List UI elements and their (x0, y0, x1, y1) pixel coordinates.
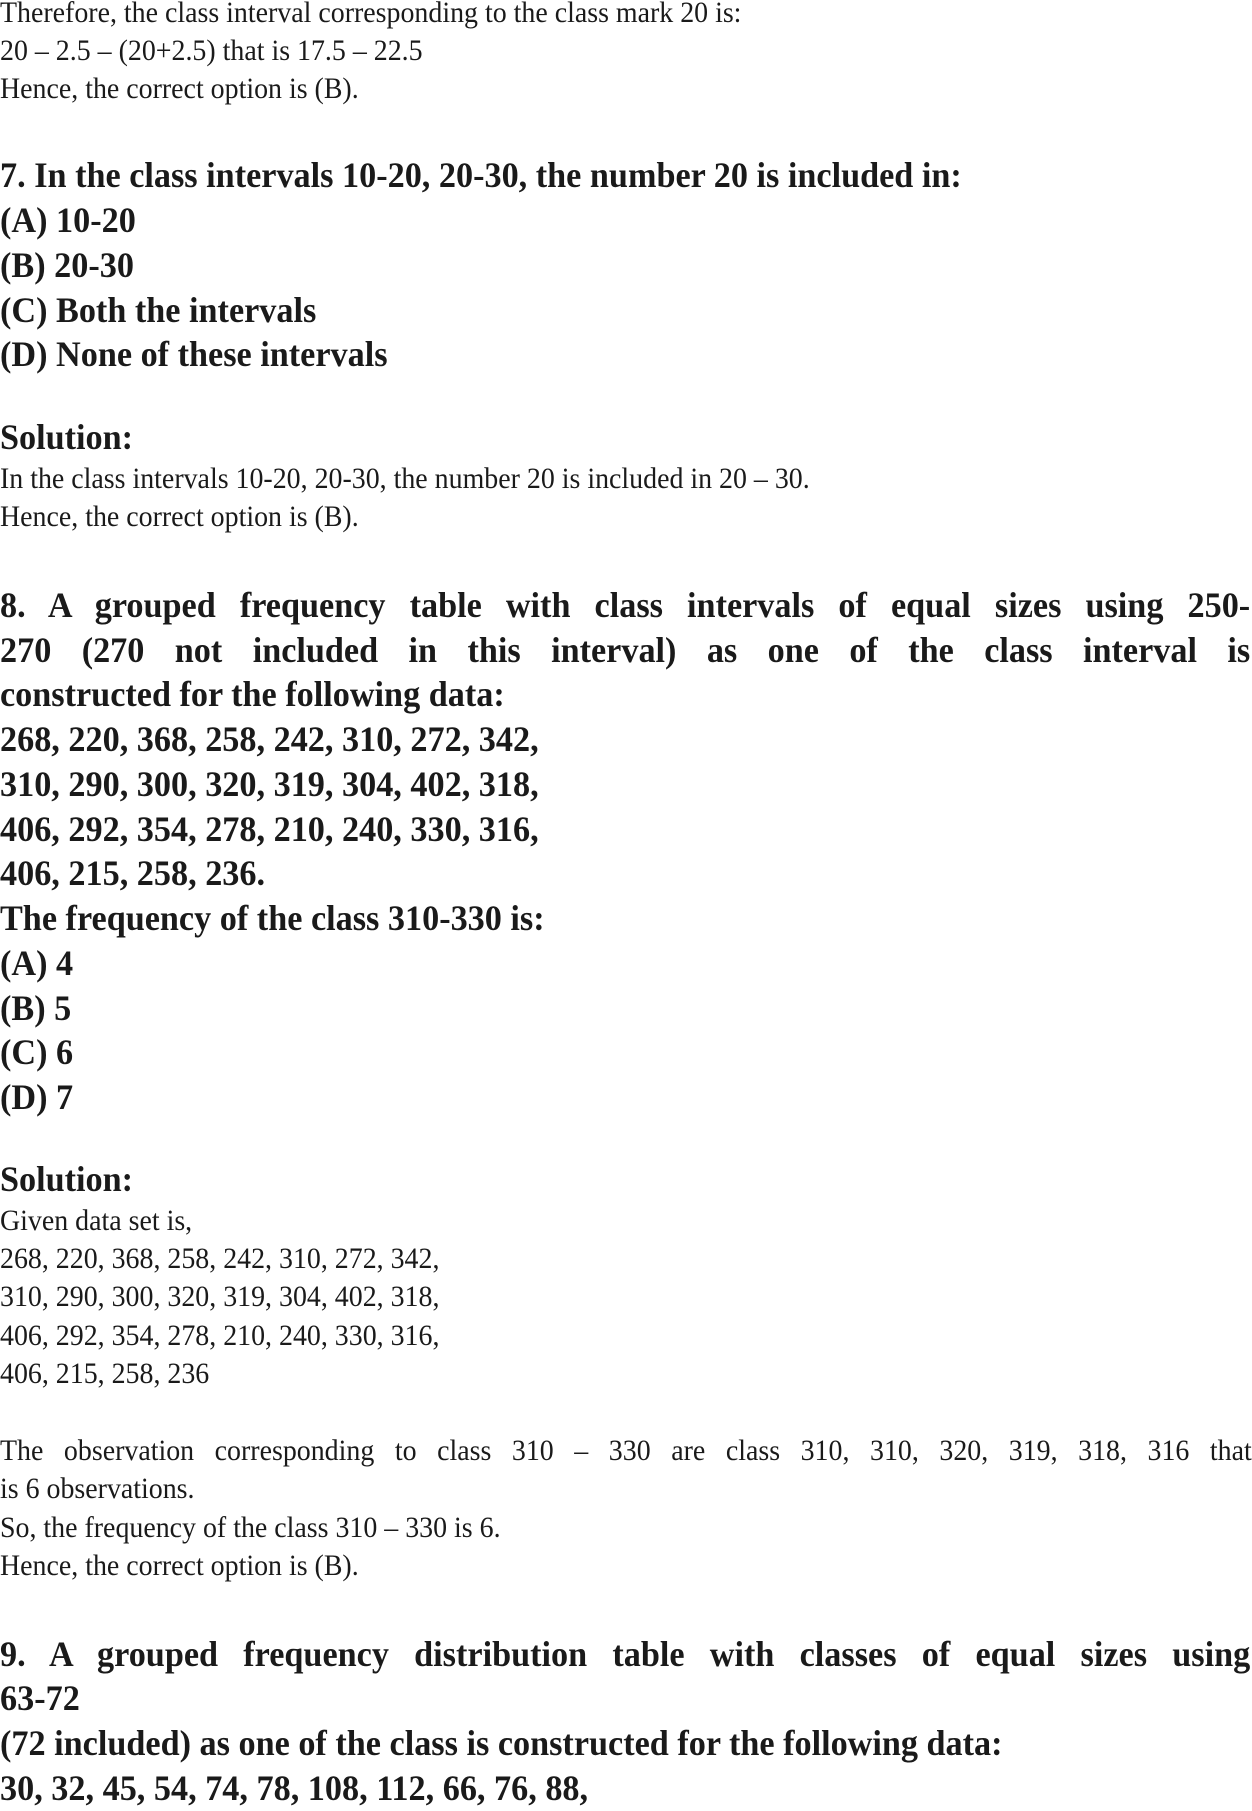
q9-question-line: 9. A grouped frequency distribution table with classes of equal sizes using (0, 1634, 1251, 1674)
q7-solution-line: In the class intervals 10-20, 20-30, the number 20 is included in 20 – 30. (0, 462, 810, 495)
q8-prompt: The frequency of the class 310-330 is: (0, 898, 545, 938)
q8-solution-line: is 6 observations. (0, 1472, 195, 1505)
q8-data-line: 310, 290, 300, 320, 319, 304, 402, 318, (0, 764, 539, 804)
prev-solution-line: Therefore, the class interval corresponding to the class mark 20 is: (0, 0, 742, 29)
q7-solution-answer: Hence, the correct option is (B). (0, 500, 359, 533)
q8-option-d: (D) 7 (0, 1077, 74, 1117)
q8-solution-heading: Solution: (0, 1159, 134, 1199)
q8-data-line: 268, 220, 368, 258, 242, 310, 272, 342, (0, 719, 539, 759)
q8-option-c: (C) 6 (0, 1032, 74, 1072)
prev-solution-answer: Hence, the correct option is (B). (0, 72, 359, 105)
q8-solution-line: The observation corresponding to class 310 – 330 are class 310, 310, 320, 319, 318, 316 that (0, 1434, 1252, 1467)
q8-solution-line: So, the frequency of the class 310 – 330 is 6. (0, 1511, 501, 1544)
q8-option-a: (A) 4 (0, 943, 74, 983)
q8-solution-data-line: 268, 220, 368, 258, 242, 310, 272, 342, (0, 1242, 440, 1275)
q9-question-line: (72 included) as one of the class is constructed for the following data: (0, 1723, 1003, 1763)
q8-question-line: constructed for the following data: (0, 674, 505, 714)
q8-solution-data-line: 406, 215, 258, 236 (0, 1357, 210, 1390)
q9-data-line: 30, 32, 45, 54, 74, 78, 108, 112, 66, 76, 88, (0, 1768, 589, 1808)
q8-solution-data-line: 310, 290, 300, 320, 319, 304, 402, 318, (0, 1280, 440, 1313)
q8-data-line: 406, 292, 354, 278, 210, 240, 330, 316, (0, 809, 539, 849)
q7-question: 7. In the class intervals 10-20, 20-30, the number 20 is included in: (0, 155, 962, 195)
q8-data-line: 406, 215, 258, 236. (0, 853, 266, 893)
q8-question-line: 8. A grouped frequency table with class intervals of equal sizes using 250- (0, 585, 1251, 625)
q8-solution-data-line: 406, 292, 354, 278, 210, 240, 330, 316, (0, 1319, 440, 1352)
q8-solution-answer: Hence, the correct option is (B). (0, 1549, 359, 1582)
prev-solution-line: 20 – 2.5 – (20+2.5) that is 17.5 – 22.5 (0, 34, 423, 67)
q7-solution-heading: Solution: (0, 417, 134, 457)
q7-option-a: (A) 10-20 (0, 200, 136, 240)
q7-option-c: (C) Both the intervals (0, 290, 317, 330)
q8-solution-intro: Given data set is, (0, 1204, 193, 1237)
q8-question-line: 270 (270 not included in this interval) as one of the class interval is (0, 630, 1251, 670)
q7-option-b: (B) 20-30 (0, 245, 134, 285)
q8-option-b: (B) 5 (0, 988, 72, 1028)
q7-option-d: (D) None of these intervals (0, 334, 388, 374)
q9-question-line: 63-72 (0, 1678, 80, 1718)
